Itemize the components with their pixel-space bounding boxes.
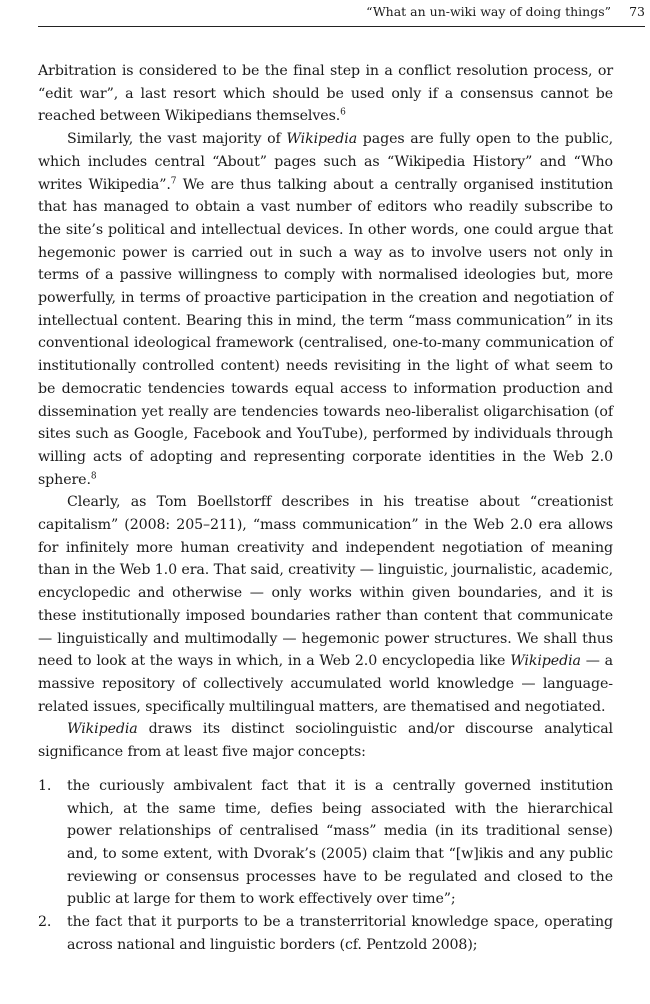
paragraph-2-italic-title: Wikipedia [286,131,358,148]
body-text [38,60,613,956]
concept-list [38,775,613,957]
footnote-ref-6[interactable]: 6 [340,107,346,118]
list-item-number: 2. [38,914,52,931]
list-item [38,775,613,911]
paragraph-2-text-pre: Similarly, the vast majority of [67,131,287,148]
list-item-text: the fact that it purports to be a transterritorial knowledge space, operating across national and linguistic borders (cf. Pentzold 2008); [67,914,613,953]
paragraph-4-text-post: draws its distinct sociolinguistic and/or discourse analytical significance from at least five major concepts: [38,721,613,761]
page-number: 73 [629,4,645,19]
paragraph-4-italic-title: Wikipedia [67,721,138,738]
paragraph-4 [38,718,613,763]
page-header [38,0,645,27]
footnote-ref-7[interactable]: 7 [170,175,177,186]
paragraph-1 [38,60,613,128]
list-item [38,911,613,956]
paragraph-1-text: Arbitration is considered to be the final step in a conflict resolution process, or “edit war”, a last resort which should be used only if a consensus cannot be reached between Wikipedians themselves. [38,63,613,125]
running-head: “What an un-wiki way of doing things” [366,4,611,19]
list-item-text: the curiously ambivalent fact that it is a centrally governed institution which, at the same time, defies being associated with the hierarchical power relationships of centralised “mass” media (in its traditional sense) and, to some extent, with Dvorak’s (2005) claim that “[w]ikis and any public reviewing or consensus processes have to be regulated and closed to the public at large for them to work effectively over time”; [67,777,613,908]
list-item-number: 1. [38,777,52,794]
paragraph-3 [38,491,613,718]
paragraph-2-text-post: pages are fully open to the public, which includes central “About” pages such as “Wikipedia History” and “Who writes Wikipedia”. [38,131,613,193]
paragraph-3-text-pre: Clearly, as Tom Boellstorff describes in his treatise about “creationist capitalism” (2008: 205–211), “mass communication” in the Web 2.0 era allows for infinitely more human creativity and independent negotiation of meaning than in the Web 1.0 era. That said, creativity — linguistic, journalistic, academic, encyclopedic and otherwise — only works within given boundaries, and it is these institutionally imposed boundaries rather than content that communicate — linguistically and multimodally — hegemonic power structures. We shall thus need to look at the ways in which, in a Web 2.0 encyclopedia like [38,494,613,670]
paragraph-2-text-cont: We are thus talking about a centrally organised institution that has managed to obtain a vast number of editors who readily subscribe to the site’s political and intellectual devices. In other words, one could argue that hegemonic power is carried out in such a way as to involve users not only in terms of a passive willingness to comply with normalised ideologies but, more powerfully, in terms of proactive participation in the creation and negotiation of intellectual content. Bearing this in mind, the term “mass communication” in its conventional ideological framework (centralised, one-to-many communication of institutionally controlled content) needs revisiting in the light of what seem to be democratic tendencies towards equal access to information production and dissemination yet really are tendencies towards neo-liberalist oligarchisation (of sites such as Google, Facebook and YouTube), performed by individuals through willing acts of adopting and representing corporate identities in the Web 2.0 sphere. [38,176,613,488]
paragraph-3-text-post: — a massive repository of collectively accumulated world knowledge — language-related issues, specifically multilingual matters, are thematised and negotiated. [38,653,614,715]
paragraph-2 [38,128,613,491]
paragraph-3-italic-title: Wikipedia [510,653,581,670]
footnote-ref-8[interactable]: 8 [90,470,97,481]
